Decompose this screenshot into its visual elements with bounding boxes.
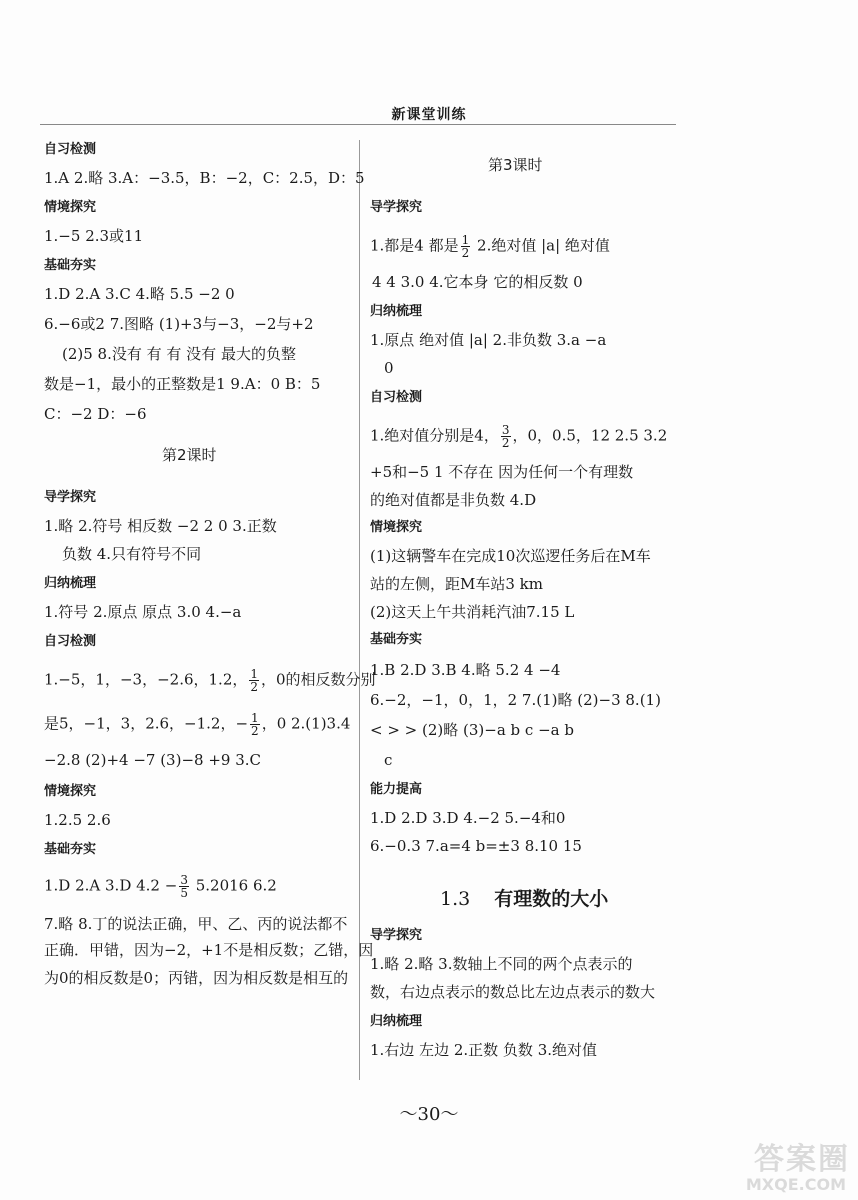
answer-line: 6.−6或2 7.图略 (1)+3与−3，−2与+2 <box>44 315 314 333</box>
answer-line: 1.符号 2.原点 原点 3.0 4.−a <box>44 603 242 621</box>
answer-line: 0 <box>384 359 394 377</box>
heading-basic: 基础夯实 <box>44 842 97 857</box>
answer-line: 负数 4.只有符号不同 <box>62 545 202 563</box>
heading-basic: 基础夯实 <box>370 632 423 647</box>
answer-line: 数是−1，最小的正整数是1 9.A：0 B：5 <box>44 375 321 393</box>
fraction: $\frac{1}{2}$ <box>251 711 259 738</box>
heading-guided: 导学探究 <box>44 490 97 505</box>
answer-line: +5和−5 1 不存在 因为任何一个有理数 <box>370 463 634 481</box>
heading-situation: 情境探究 <box>370 520 423 535</box>
answer-line: 1.B 2.D 3.B 4.略 5.2 4 −4 <box>370 661 561 679</box>
answer-line: < > > (2)略 (3)−a b c −a b <box>370 721 574 739</box>
answer-line: 的绝对值都是非负数 4.D <box>370 491 537 509</box>
answer-line: 6.−2，−1，0，1，2 7.(1)略 (2)−3 8.(1) <box>370 691 661 709</box>
answer-line: 1.右边 左边 2.正数 负数 3.绝对值 <box>370 1041 598 1059</box>
answer-line: −2.8 (2)+4 −7 (3)−8 +9 3.C <box>44 751 261 769</box>
answer-line: 为0的相反数是0；丙错，因为相反数是相互的 <box>44 969 349 987</box>
answer-line: 1.−5 2.3或11 <box>44 227 144 245</box>
heading-self-check: 自习检测 <box>370 390 423 405</box>
answer-line: 1.−5，1，−3，−2.6，1.2， $\frac{1}{2}$ ，0的相反数分别 <box>44 667 376 694</box>
fraction: $\frac{1}{2}$ <box>461 233 470 260</box>
header-rule <box>40 124 676 125</box>
column-divider <box>359 140 360 1080</box>
heading-guided: 导学探究 <box>370 200 423 215</box>
answer-line: 站的左侧，距M车站3 km <box>370 575 543 593</box>
heading-summary: 归纳梳理 <box>370 304 423 319</box>
heading-guided: 导学探究 <box>370 928 423 943</box>
page-number: ～30～ <box>399 1104 459 1125</box>
answer-line: 1.略 2.略 3.数轴上不同的两个点表示的 <box>370 955 633 973</box>
heading-summary: 归纳梳理 <box>44 576 97 591</box>
heading-ability: 能力提高 <box>370 782 423 797</box>
fraction: $\frac{1}{2}$ <box>250 667 258 694</box>
fraction: $\frac{3}{2}$ <box>501 423 510 450</box>
answer-line: 1.都是4 都是 $\frac{1}{2}$ 2.绝对值 |a| 绝对值 <box>370 233 610 260</box>
heading-situation: 情境探究 <box>44 784 97 799</box>
heading-summary: 归纳梳理 <box>370 1014 423 1029</box>
answer-line: (1)这辆警车在完成10次巡逻任务后在M车 <box>370 547 651 565</box>
answer-line: 6.−0.3 7.a=4 b=±3 8.10 15 <box>370 837 582 855</box>
answer-line: 1.略 2.符号 相反数 −2 2 0 3.正数 <box>44 517 277 535</box>
answer-line: 1.绝对值分别是4， $\frac{3}{2}$ ，0，0.5，12 2.5 3.2 <box>370 423 668 450</box>
heading-self-check: 自习检测 <box>44 142 97 157</box>
answer-line: 1.2.5 2.6 <box>44 811 111 829</box>
lesson-2-title: 第2课时 <box>162 446 217 464</box>
answer-line: 1.A 2.略 3.A：−3.5，B：−2，C：2.5，D：5 <box>44 169 365 187</box>
answer-line: (2)5 8.没有 有 有 没有 最大的负整 <box>62 345 296 363</box>
answer-line: c <box>384 751 393 769</box>
fraction: $\frac{3}{5}$ <box>180 873 188 900</box>
running-header: 新课堂训练 <box>391 107 467 123</box>
watermark-logo <box>720 1134 850 1194</box>
answer-line: 1.D 2.A 3.D 4.2 − $\frac{3}{5}$ 5.2016 6.2 <box>44 873 277 900</box>
lesson-3-title: 第3课时 <box>488 156 543 174</box>
answer-line: 正确．甲错，因为−2，+1不是相反数；乙错，因 <box>44 941 374 959</box>
answer-line: C：−2 D：−6 <box>44 405 147 423</box>
answer-line: 1.原点 绝对值 |a| 2.非负数 3.a −a <box>370 331 607 349</box>
heading-situation: 情境探究 <box>44 200 97 215</box>
answer-line: 7.略 8.丁的说法正确，甲、乙、丙的说法都不 <box>44 915 348 933</box>
answer-line: 1.D 2.A 3.C 4.略 5.5 −2 0 <box>44 285 235 303</box>
watermark-url: MXQE.COM <box>745 1175 846 1194</box>
section-title: 1.3 有理数的大小 <box>440 888 609 910</box>
answer-line: (2)这天上午共消耗汽油7.15 L <box>370 603 575 621</box>
answer-line: 4 4 3.0 4.它本身 它的相反数 0 <box>372 273 583 291</box>
answer-line: 1.D 2.D 3.D 4.−2 5.−4和0 <box>370 809 566 827</box>
answer-line: 数，右边点表示的数总比左边点表示的数大 <box>370 983 656 1001</box>
watermark-text: 答案圈 <box>754 1142 850 1177</box>
answer-line: 是5，−1，3，2.6，−1.2，− $\frac{1}{2}$ ，0 2.(1)3.4 <box>44 711 351 738</box>
heading-self-check: 自习检测 <box>44 634 97 649</box>
heading-basic: 基础夯实 <box>44 258 97 273</box>
